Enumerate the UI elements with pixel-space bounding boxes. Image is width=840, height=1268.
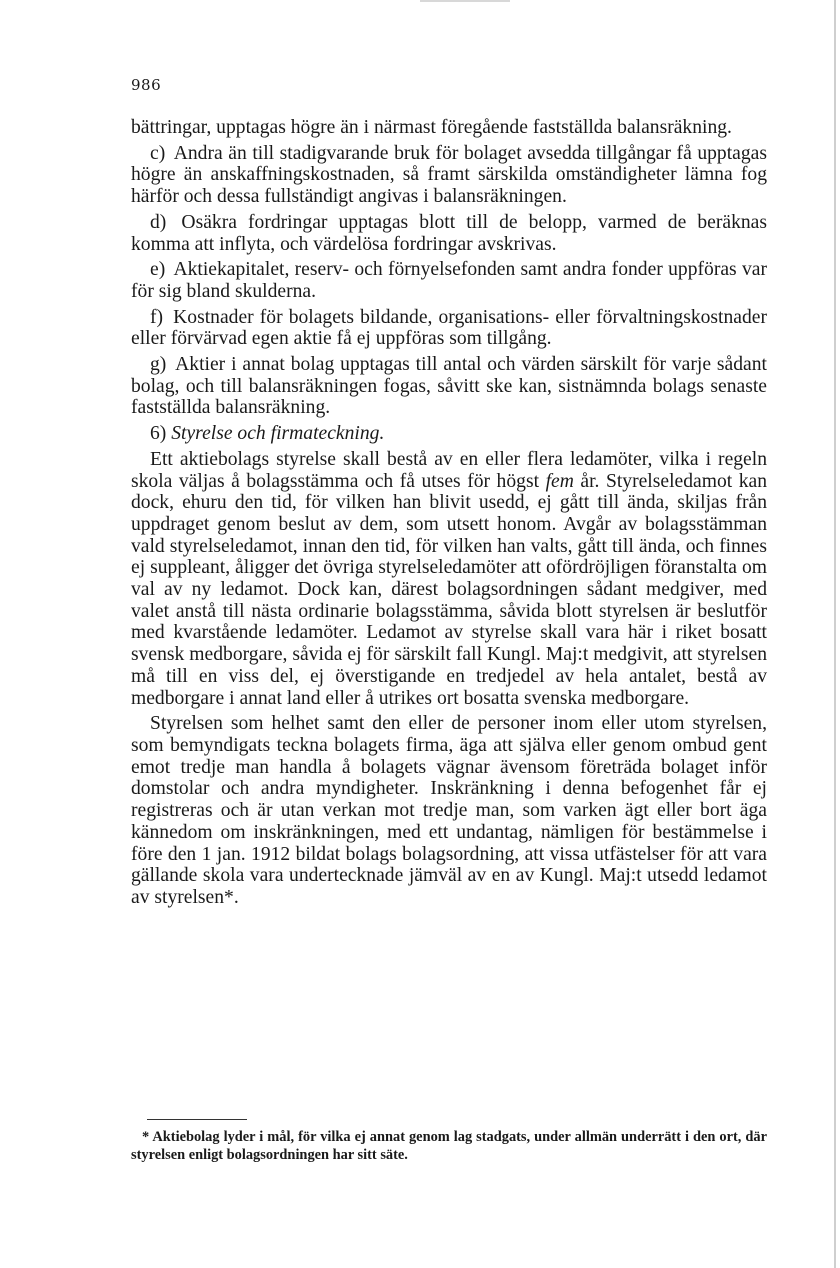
item-marker-e: e) xyxy=(150,259,166,281)
item-marker-f: f) xyxy=(150,306,164,328)
section-heading xyxy=(131,423,767,445)
item-text-g: Aktier i annat bolag upptagas till antal och värden särskilt för varje sådant bolag, och till balansräkningen fogas, såvitt ske kan, sistnämnda bolags senaste fastställda balansräkning. xyxy=(131,354,767,419)
paragraph-item-e xyxy=(131,259,767,302)
paragraph-continuation: bättringar, upptagas högre än i närmast föregående fastställda balansräkning. xyxy=(131,117,732,138)
item-text-c: Andra än till stadigvarande bruk för bolaget avsedda tillgångar få upptagas högre än anskaffningskostnaden, så framt särskilda omständigheter lämna fog härför och dessa fullständigt angivas i balansräkningen. xyxy=(131,142,767,208)
item-marker-g: g) xyxy=(150,354,167,376)
emphasis-fem: fem xyxy=(545,470,574,492)
paragraph-board-part-b: år. Styrelseledamot kan dock, ehuru den tid, för vilken han blivit usedd, ej gått till ända, skiljas från uppdraget genom beslut av dem, som utsett honom. Avgår av bolagsstämman vald styrelseledamot, innan den tid, för vilken han valts, gått till ända, och finnes ej suppleant, åligger det övriga styrelseledamöter att ofördröjligen föranstalta om val av ny ledamot. Dock kan, därest bolagsordningen sådant medgiver, med valet anstå till nästa ordinarie bolagsstämma, såvida blott styrelsen är beslutför med kvarstående ledamöter. Ledamot av styrelse skall vara här i riket bosatt svensk medborgare, såvida ej för särskilt fall Kungl. Maj:t medgivit, att styrelsen må till en viss del, ej överstigande en tredjedel av hela antalet, bestå av medborgare i annat land eller å utrikes ort bosatta svenska medborgare. xyxy=(131,470,767,709)
paragraph-board xyxy=(131,449,767,709)
paragraph-board-part-a: Ett aktiebolags styrelse skall bestå av en eller flera ledamöter, vilka i regeln skola väljas å bolagsstämma och få utses för högst xyxy=(131,448,767,492)
body-text xyxy=(131,117,767,913)
paragraph-signing: Styrelsen som helhet samt den eller de personer inom eller utom styrelsen, som bemyndigats teckna bolagets firma, äga att själva eller genom ombud gent emot tredje man handla å bolagets vägnar ävensom företräda bolaget inför domstolar och andra myndigheter. Inskränkning i denna befogenhet får ej registreras och är utan verkan mot tredje man, som varken ägt eller bort äga kännedom om inskränkningen, med ett undantag, nämligen för bestämmelse i före den 1 jan. 1912 bildat bolags bolagsordning, att vissa utfästelser för att vara gällande skola vara undertecknade jämväl av en av Kungl. Maj:t utsedd ledamot av styrelsen*. xyxy=(131,713,767,908)
item-marker-d: d) xyxy=(150,211,167,233)
item-text-e: Aktiekapitalet, reserv- och förnyelsefonden samt andra fonder uppföras var för sig bland skulderna. xyxy=(131,259,767,302)
paragraph-item-f xyxy=(131,307,767,350)
paragraph-item-g xyxy=(131,354,767,419)
item-text-f: Kostnader för bolagets bildande, organisations- eller förvaltningskostnader eller förvärvad egen aktie få ej uppföras som tillgång. xyxy=(131,306,767,350)
section-title: Styrelse och firmateckning. xyxy=(171,423,385,445)
footnote: * Aktiebolag lyder i mål, för vilka ej annat genom lag stadgats, under allmän underrätt i den ort, där styrelsen enligt bolagsordningen har sitt säte. xyxy=(131,1129,767,1163)
section-number: 6) xyxy=(150,423,167,445)
scan-right-edge xyxy=(834,0,836,1268)
scan-edge-mark xyxy=(420,0,510,2)
item-text-d: Osäkra fordringar upptagas blott till de belopp, varmed de beräknas komma att inflyta, och värdelösa fordringar avskrivas. xyxy=(131,211,768,255)
page-number: 986 xyxy=(131,76,162,94)
item-marker-c: c) xyxy=(150,142,166,164)
footnote-divider xyxy=(147,1119,247,1120)
paragraph-item-d xyxy=(131,212,767,255)
paragraph-item-c xyxy=(131,143,767,208)
